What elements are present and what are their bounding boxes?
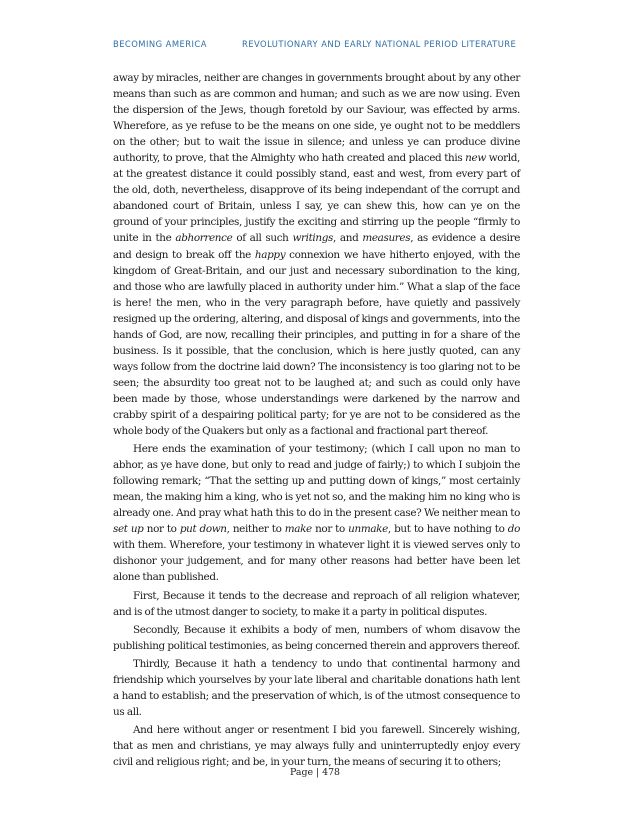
text-run: First, Because it tends to the decrease and reproach of all religion whatever, and is of the utmost danger to society, to make it a party in political disputes.: [113, 589, 520, 618]
italic-text: make: [284, 523, 312, 536]
text-run: , as evidence a desire and design to break off the: [113, 232, 520, 261]
italic-text: writings: [292, 232, 334, 245]
section-title: REVOLUTIONARY AND EARLY NATIONAL PERIOD LITERATURE: [242, 39, 517, 49]
book-title: BECOMING AMERICA: [113, 39, 207, 49]
italic-text: new: [465, 152, 486, 165]
text-run: Secondly, Because it exhibits a body of men, numbers of whom disavow the publishing political testimonies, as being concerned therein and approvers thereof.: [113, 623, 520, 652]
paragraph: [113, 588, 520, 620]
text-run: away by miracles, neither are changes in governments brought about by any other means than such as are common and human; and such as we are now using. Even the dispersion of the Jews, though foretold by our Saviour, was effected by arms. Wherefore, as ye refuse to be the means on one side, ye ought not to be meddlers on the other; but to wait the issue in silence; and unless ye can produce divine authority, to prove, that the Almighty who hath created and placed this: [113, 72, 520, 165]
paragraph: [113, 441, 520, 585]
italic-text: put down: [179, 523, 227, 536]
italic-text: do: [507, 523, 520, 536]
running-header: [113, 39, 533, 49]
text-run: world, at the greatest distance it could possibly stand, east and west, from every part of the old, doth, nevertheless, disapprove of its being independant of the corrupt and abandoned court of Britain, unless I say, ye can shew this, how can ye on the ground of your principles, justify the exciting and stirring up the people “firmly to unite in the: [113, 152, 520, 245]
text-run: nor to: [143, 523, 180, 536]
text-run: of all such: [232, 232, 293, 245]
text-run: Thirdly, Because it hath a tendency to undo that continental harmony and friendship which yourselves by your late liberal and charitable donations hath lent a hand to establish; and the preservation of which, is of the utmost consequence to us all.: [113, 657, 520, 718]
italic-text: happy: [254, 248, 286, 261]
text-run: And here without anger or resentment I bid you farewell. Sincerely wishing, that as men and christians, ye may always fully and uninterruptedly enjoy every civil and religious right; and be, in your turn, the means of securing it to others;: [113, 723, 520, 768]
italic-text: measures: [362, 232, 411, 245]
text-run: Here ends the examination of your testimony; (which I call upon no man to abhor, as ye have done, but only to read and judge of fairly;) to which I subjoin the following remark; “That the setting up and putting down of kings,” most certainly mean, the making him a king, who is yet not so, and the making him no king who is already one. And pray what hath this to do in the present case? We neither mean to: [113, 443, 520, 520]
paragraph: [113, 70, 520, 439]
text-run: , and: [333, 232, 363, 245]
text-run: , but to have nothing to: [387, 523, 508, 536]
italic-text: abhorrence: [175, 232, 233, 245]
text-run: with them. Wherefore, your testimony in whatever light it is viewed serves only to dishonor your judgement, and for many other reasons had better have been let alone than published.: [113, 539, 520, 584]
italic-text: set up: [113, 523, 144, 536]
italic-text: unmake: [348, 523, 388, 536]
paragraph: [113, 656, 520, 720]
paragraph: [113, 722, 520, 770]
text-run: , neither to: [226, 523, 285, 536]
text-run: connexion we have hitherto enjoyed, with the kingdom of Great-Britain, and our just and necessary subordination to the king, and those who are lawfully placed in authority under him.” What a slap of the face is here! the men, who in the very paragraph before, have quietly and passively resigned up the ordering, altering, and disposal of kings and governments, into the hands of God, are now, recalling their principles, and putting in for a share of the business. Is it possible, that the conclusion, which is here justly quoted, can any ways follow from the doctrine laid down? The inconsistency is too glaring not to be seen; the absurdity too great not to be laughed at; and such as could only have been made by those, whose understandings were darkened by the narrow and crabby spirit of a despairing political party; for ye are not to be considered as the whole body of the Quakers but only as a factional and fractional part thereof.: [113, 248, 521, 438]
page-number: Page | 478: [289, 767, 341, 778]
body-text: [113, 70, 520, 770]
text-run: nor to: [311, 523, 349, 536]
paragraph: [113, 622, 520, 654]
